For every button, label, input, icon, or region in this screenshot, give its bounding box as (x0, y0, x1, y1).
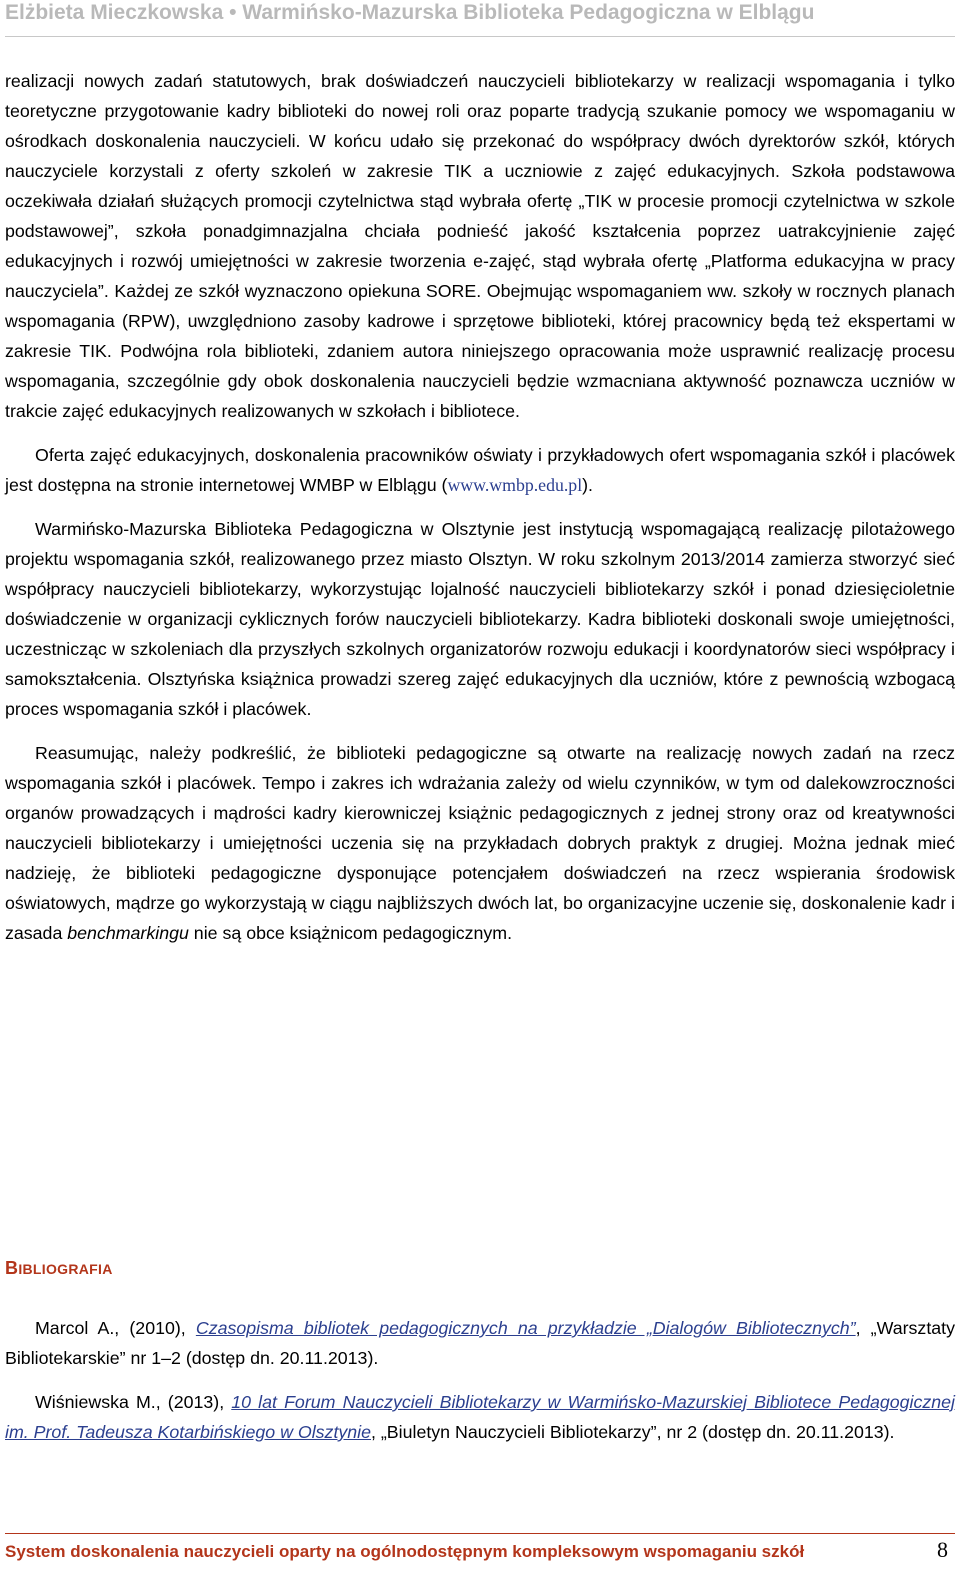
bibliography-author: Marcol A., (2010), (35, 1318, 196, 1338)
running-footer: System doskonalenia nauczycieli oparty na ogólnodostępnym kompleksowym wspomaganiu szkół (5, 1542, 805, 1561)
paragraph-2 (5, 440, 955, 500)
paragraph-4-end: nie są obce książnicom pedagogicznym. (188, 923, 513, 943)
bibliography-entry (5, 1313, 955, 1373)
paragraph-1: realizacji nowych zadań statutowych, brak doświadczeń nauczycieli bibliotekarzy w realizacji wspomagania i tylko teoretyczne przygotowanie kadry biblioteki do nowej roli oraz poparte tradycją szukanie pomocy we wspomaganiu w ośrodkach doskonalenia nauczycieli. W końcu udało się przekonać do współpracy dwóch dyrektorów szkół, których nauczyciele korzystali z oferty szkoleń w zakresie TIK a uczniowie z zajęć edukacyjnych. Szkoła podstawowa oczekiwała działań służących promocji czytelnictwa stąd wybrała ofertę „TIK w procesie promocji czytelnictwa w szkole podstawowej”, szkoła ponadgimnazjalna chciała podnieść jakość kształcenia poprzez uatrakcyjnienie zajęć edukacyjnych i rozwój umiejętności w zakresie tworzenia e-zajęć, stąd wybrała ofertę „Platforma edukacyjna w pracy nauczyciela”. Każdej ze szkół wyznaczono opiekuna SORE. Obejmując wspomaganiem ww. szkoły w rocznych planach wspomagania (RPW), uwzględniono zasoby kadrowe i sprzętowe biblioteki, której pracownicy będą też ekspertami w zakresie TIK. Podwójna rola biblioteki, zdaniem autora niniejszego opracowania może usprawnić realizację procesu wspomagania, szczególnie gdy obok doskonalenia nauczycieli będzie wzmacniana aktywność poznawcza uczniów w trakcie zajęć edukacyjnych realizowanych w szkołach i bibliotece. (5, 71, 955, 421)
bibliography-source: , „Biuletyn Nauczycieli Bibliotekarzy”, nr 2 (dostęp dn. 20.11.2013). (371, 1422, 895, 1442)
paragraph-4-text: Reasumując, należy podkreślić, że biblioteki pedagogiczne są otwarte na realizację nowych zadań na rzecz wspomagania szkół i placówek. Tempo i zakres ich wdrażania zależy od wielu czynników, w tym od dalekowzroczności organów prowadzących i mądrości kadry kierowniczej książnic pedagogicznych z jednej strony oraz od kreatywności nauczycieli bibliotekarzy i umiejętności uczenia się na przykładach dobrych praktyk z drugiej. Można jednak mieć nadzieję, że biblioteki pedagogiczne dysponujące potencjałem doświadczeń na rzecz wspierania środowisk oświatowych, mądrze go wykorzystają w ciągu najbliższych dwóch lat, bo organizacyjne uczenie się, doskonalenie kadr i zasada (5, 743, 955, 943)
paragraph-3: Warmińsko-Mazurska Biblioteka Pedagogiczna w Olsztynie jest instytucją wspomagającą realizację pilotażowego projektu wspomagania szkół, realizowanego przez miasto Olsztyn. W roku szkolnym 2013/2014 zamierza stworzyć sieć współpracy nauczycieli bibliotekarzy, wykorzystując lojalność nauczycieli bibliotekarzy szkół i ponad dziesięcioletnie doświadczenie w organizacji cyklicznych forów nauczycieli bibliotekarzy. Kadra biblioteki doskonali swoje umiejętności, uczestnicząc w szkoleniach dla przyszłych szkolnych organizatorów rozwoju edukacji i koordynatorów sieci współpracy i samokształcenia. Olsztyńska książnica prowadzi szereg zajęć edukacyjnych dla uczniów, które z pewnością wzbogacą proces wspomagania szkół i placówek. (5, 519, 955, 719)
benchmarking-term: benchmarkingu (67, 923, 189, 943)
bibliography-source: , „Warsztaty Bibliotekarskie” nr 1–2 (dostęp dn. 20.11.2013). (5, 1318, 955, 1368)
page-number: 8 (937, 1537, 948, 1562)
bibliography-entry (5, 1387, 955, 1447)
article-body (5, 66, 955, 962)
bibliography-heading-rest: IBLIOGRAFIA (18, 1261, 113, 1277)
running-header: Elżbieta Mieczkowska • Warmińsko-Mazurska Biblioteka Pedagogiczna w Elblągu (5, 1, 815, 24)
bibliography-heading (5, 1258, 113, 1279)
bibliography-title-link[interactable]: 10 lat Forum Nauczycieli Bibliotekarzy w Warmińsko-Mazurskiej Bibliotece Pedagogicznej im. Prof. Tadeusza Kotarbińskiego w Olsztynie (5, 1392, 955, 1442)
paragraph-2-text: Oferta zajęć edukacyjnych, doskonalenia pracowników oświaty i przykładowych ofert wspomagania szkół i placówek jest dostępna na stronie internetowej WMBP w Elblągu ( (5, 445, 955, 495)
bibliography-title-link[interactable]: Czasopisma bibliotek pedagogicznych na przykładzie „Dialogów Bibliotecznych” (195, 1318, 856, 1338)
bibliography-list (5, 1313, 955, 1461)
bibliography-author: Wiśniewska M., (2013), (35, 1392, 232, 1412)
website-link[interactable]: www.wmbp.edu.pl (447, 475, 583, 495)
bibliography-heading-initial: B (5, 1258, 19, 1278)
paragraph-4 (5, 738, 955, 948)
footer-divider (5, 1533, 955, 1534)
paragraph-2-end: ). (582, 475, 594, 495)
header-divider (5, 36, 955, 37)
